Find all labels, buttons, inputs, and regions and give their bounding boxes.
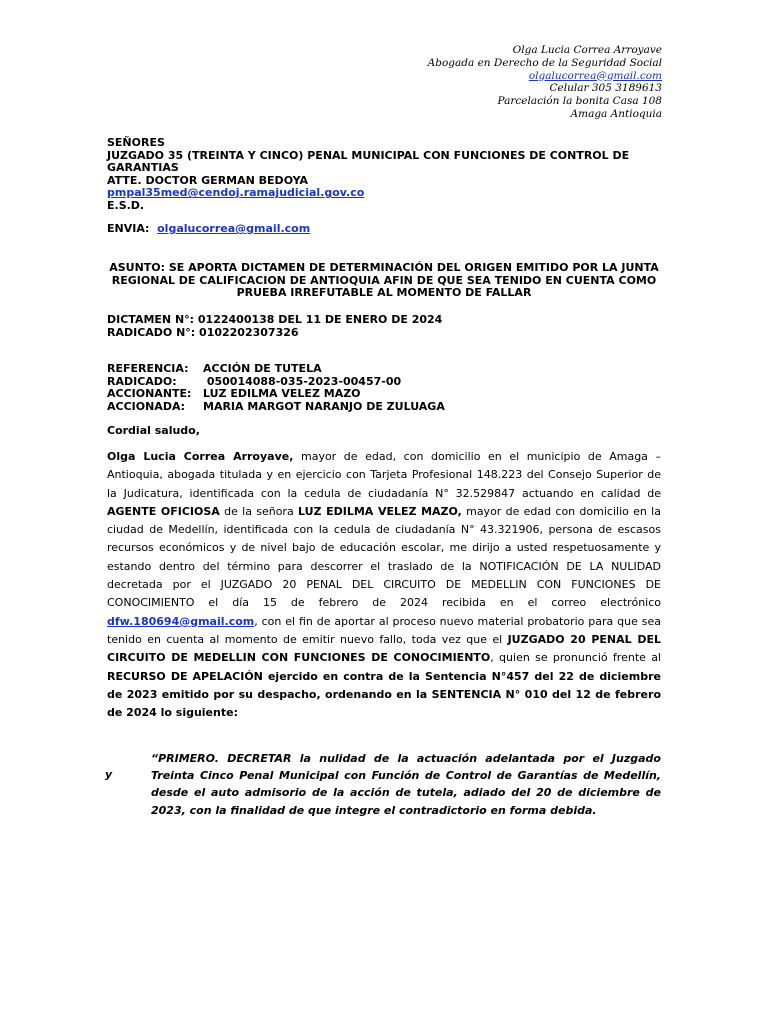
envia-line xyxy=(107,223,661,236)
recipient-court-line1: JUZGADO 35 (TREINTA Y CINCO) PENAL MUNICIPAL CON FUNCIONES DE CONTROL DE xyxy=(107,148,630,162)
recipient-salutation: SEÑORES xyxy=(107,136,165,149)
envia-label: ENVIA: xyxy=(107,222,150,235)
body-accionante-name: LUZ EDILMA VELEZ MAZO, xyxy=(297,504,462,518)
quote-block: “PRIMERO. DECRETAR la nulidad de la actuación adelantada por el Juzgado Treinta Cinco Penal Municipal con Función de Control de Garantías de Medellín, desde el auto admisorio de la acción de tutela, adiado del 20 de diciembre de 2023, con la finalidad de que integre el contradictorio en forma debida. xyxy=(151,752,661,817)
sender-block xyxy=(428,44,662,121)
referencia-value: ACCIÓN DE TUTELA xyxy=(203,362,322,375)
body-text-a: mayor de edad, con domicilio en el municipio de Amaga – Antioquia, abogada titulada y en ejercicio con Tarjeta Profesional 148.223 del Consejo Superior de la Judicatura, identificada con la cedula de ciudadanía N° 32.529847 actuando en calidad de xyxy=(107,450,661,500)
radicado-value: 050014088-035-2023-00457-00 xyxy=(203,374,402,388)
accionada-row xyxy=(107,401,661,414)
recipient-email-link[interactable]: pmpal35med@cendoj.ramajudicial.gov.co xyxy=(107,186,365,200)
greeting: Cordial saludo, xyxy=(107,424,200,437)
referencia-label: REFERENCIA: xyxy=(107,362,189,375)
asunto-block xyxy=(107,262,661,300)
sender-address: Parcelación la bonita Casa 108 xyxy=(497,95,662,108)
dictamen-block xyxy=(107,314,661,339)
body-paragraph xyxy=(107,448,661,722)
asunto-line1: ASUNTO: SE APORTA DICTAMEN DE DETERMINACIÓN DEL ORIGEN EMITIDO POR LA JUNTA xyxy=(109,261,659,274)
sender-city: Amaga Antioquia xyxy=(570,107,662,120)
dictamen-line2: RADICADO N°: 0102202307326 xyxy=(107,325,299,339)
sender-title: Abogada en Derecho de la Seguridad Social xyxy=(427,56,662,69)
recipient-esd: E.S.D. xyxy=(107,198,145,212)
accionada-label: ACCIONADA: xyxy=(107,399,186,413)
sender-name: Olga Lucia Correa Arroyave xyxy=(512,44,662,56)
accionante-value: LUZ EDILMA VELEZ MAZO xyxy=(203,387,361,401)
sender-email-link[interactable]: olgalucorrea@gmail.com xyxy=(528,69,662,82)
body-author-name: Olga Lucia Correa Arroyave, xyxy=(107,450,294,463)
body-text-d: , con el fin de aportar al proceso nuevo material probatorio para que sea tenido en cuenta al momento de emitir nuevo fallo, toda vez que el xyxy=(107,614,661,646)
body-recurso: RECURSO DE APELACIÓN ejercido en contra de la Sentencia N°457 del 22 de diciembre de 2023 emitido por su despacho, ordenando en la SENTENCIA N° 010 del 12 de febrero de 2024 lo siguiente: xyxy=(107,669,661,720)
body-text-c: mayor de edad con domicilio en la ciudad de Medellín, identificada con la cedula de ciudadanía N° 43.321906, persona de escasos recursos económicos y de nivel bajo de educación escolar, me dirijo a usted respetuosamente y estando dentro del término para descorrer el traslado de la NOTIFICACIÓN DE LA NULIDAD decretada por el JUZGADO 20 PENAL DEL CIRCUITO DE MEDELLIN CON FUNCIONES DE CONOCIMIENTO el día 15 de febrero de 2024 recibida en el correo electrónico xyxy=(107,504,661,610)
recipient-attention: ATTE. DOCTOR GERMAN BEDOYA xyxy=(107,173,309,187)
asunto-line3: PRUEBA IRREFUTABLE AL MOMENTO DE FALLAR xyxy=(236,286,532,300)
body-email-link[interactable]: dfw.180694@gmail.com xyxy=(107,614,255,628)
envia-email-link[interactable]: olgalucorrea@gmail.com xyxy=(157,222,311,235)
accionante-label: ACCIONANTE: xyxy=(107,387,192,401)
sender-phone: Celular 305 3189613 xyxy=(549,82,662,95)
radicado-label: RADICADO: xyxy=(107,374,177,388)
body-text-b: de la señora xyxy=(219,504,298,518)
dictamen-line1: DICTAMEN N°: 0122400138 DEL 11 DE ENERO DE 2024 xyxy=(107,313,443,326)
body-text-e: , quien se pronunció frente al xyxy=(490,651,661,665)
body-juzgado: JUZGADO 20 PENAL DEL CIRCUITO DE MEDELLIN CON FUNCIONES DE CONOCIMIENTO xyxy=(107,632,662,665)
recipient-block xyxy=(107,137,661,213)
referencia-block xyxy=(107,363,661,413)
quote-marker: y xyxy=(105,768,113,781)
body-agente-oficiosa: AGENTE OFICIOSA xyxy=(107,504,220,518)
recipient-court-line2: GARANTIAS xyxy=(107,161,179,175)
accionada-value: MARIA MARGOT NARANJO DE ZULUAGA xyxy=(203,399,445,413)
asunto-line2: REGIONAL DE CALIFICACION DE ANTIOQUIA AFIN DE QUE SEA TENIDO EN CUENTA COMO xyxy=(111,273,657,287)
